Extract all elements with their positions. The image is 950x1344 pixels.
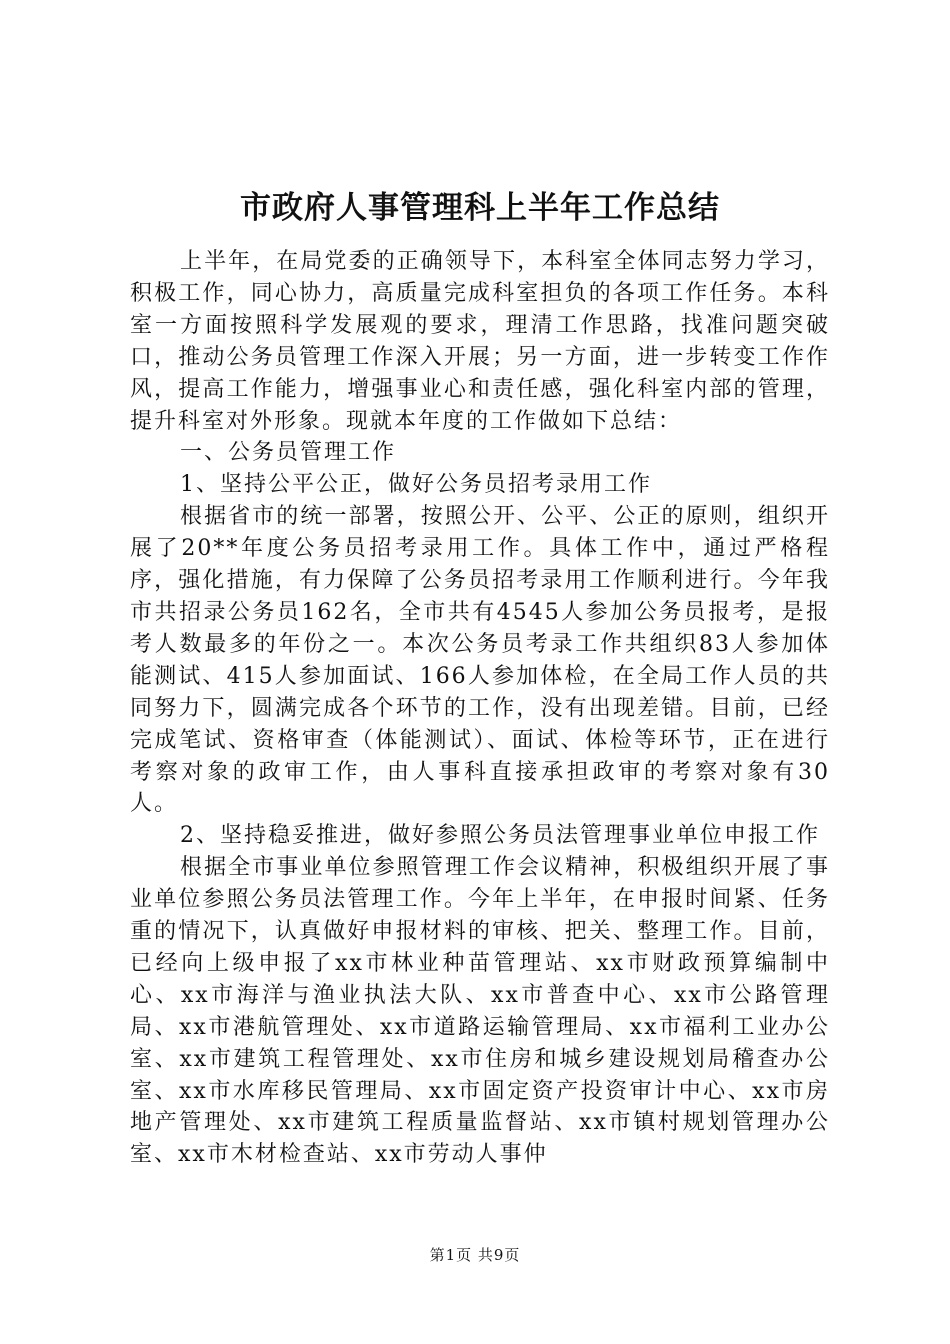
subsection-heading-2: 2、坚持稳妥推进，做好参照公务员法管理事业单位申报工作: [180, 823, 820, 849]
subsection-heading-1: 1、坚持公平公正，做好公务员招考录用工作: [180, 472, 652, 498]
section-heading: 一、公务员管理工作: [180, 440, 397, 466]
document-title: 市政府人事管理科上半年工作总结: [240, 190, 720, 226]
body-paragraph-recruitment: 根据省市的统一部署，按照公开、公平、公正的原则，组织开展了20**年度公务员招考录用工作。具体工作中，通过严格程序，强化措施，有力保障了公务员招考录用工作顺利进行。今年我市共招录公务员162名，全市共有4545人参加公务员报考，是报考人数最多的年份之一。本次公务员考录工作共组织83人参加体能测试、415人参加面试、166人参加体检，在全局工作人员的共同努力下，圆满完成各个环节的工作，没有出现差错。目前，已经完成笔试、资格审查（体能测试）、面试、体检等环节，正在进行考察对象的政审工作，由人事科直接承担政审的考察对象有30人。: [130, 504, 830, 817]
document-page: [130, 186, 830, 1171]
intro-paragraph: 上半年，在局党委的正确领导下，本科室全体同志努力学习，积极工作，同心协力，高质量完成科室担负的各项工作任务。本科室一方面按照科学发展观的要求，理清工作思路，找准问题突破口，推动公务员管理工作深入开展；另一方面，进一步转变工作作风，提高工作能力，增强事业心和责任感，强化科室内部的管理，提升科室对外形象。现就本年度的工作做如下总结：: [130, 249, 830, 434]
page-footer: 第1页 共9页: [429, 1246, 521, 1264]
body-paragraph-reference-management: 根据全市事业单位参照管理工作会议精神，积极组织开展了事业单位参照公务员法管理工作。今年上半年，在申报时间紧、任务重的情况下，认真做好申报材料的审核、把关、整理工作。目前，已经向上级申报了xx市林业种苗管理站、xx市财政预算编制中心、xx市海洋与渔业执法大队、xx市普查中心、xx市公路管理局、xx市港航管理处、xx市道路运输管理局、xx市福利工业办公室、xx市建筑工程管理处、xx市住房和城乡建设规划局稽查办公室、xx市水库移民管理局、xx市固定资产投资审计中心、xx市房地产管理处、xx市建筑工程质量监督站、xx市镇村规划管理办公室、xx市木材检查站、xx市劳动人事仲: [130, 855, 830, 1168]
